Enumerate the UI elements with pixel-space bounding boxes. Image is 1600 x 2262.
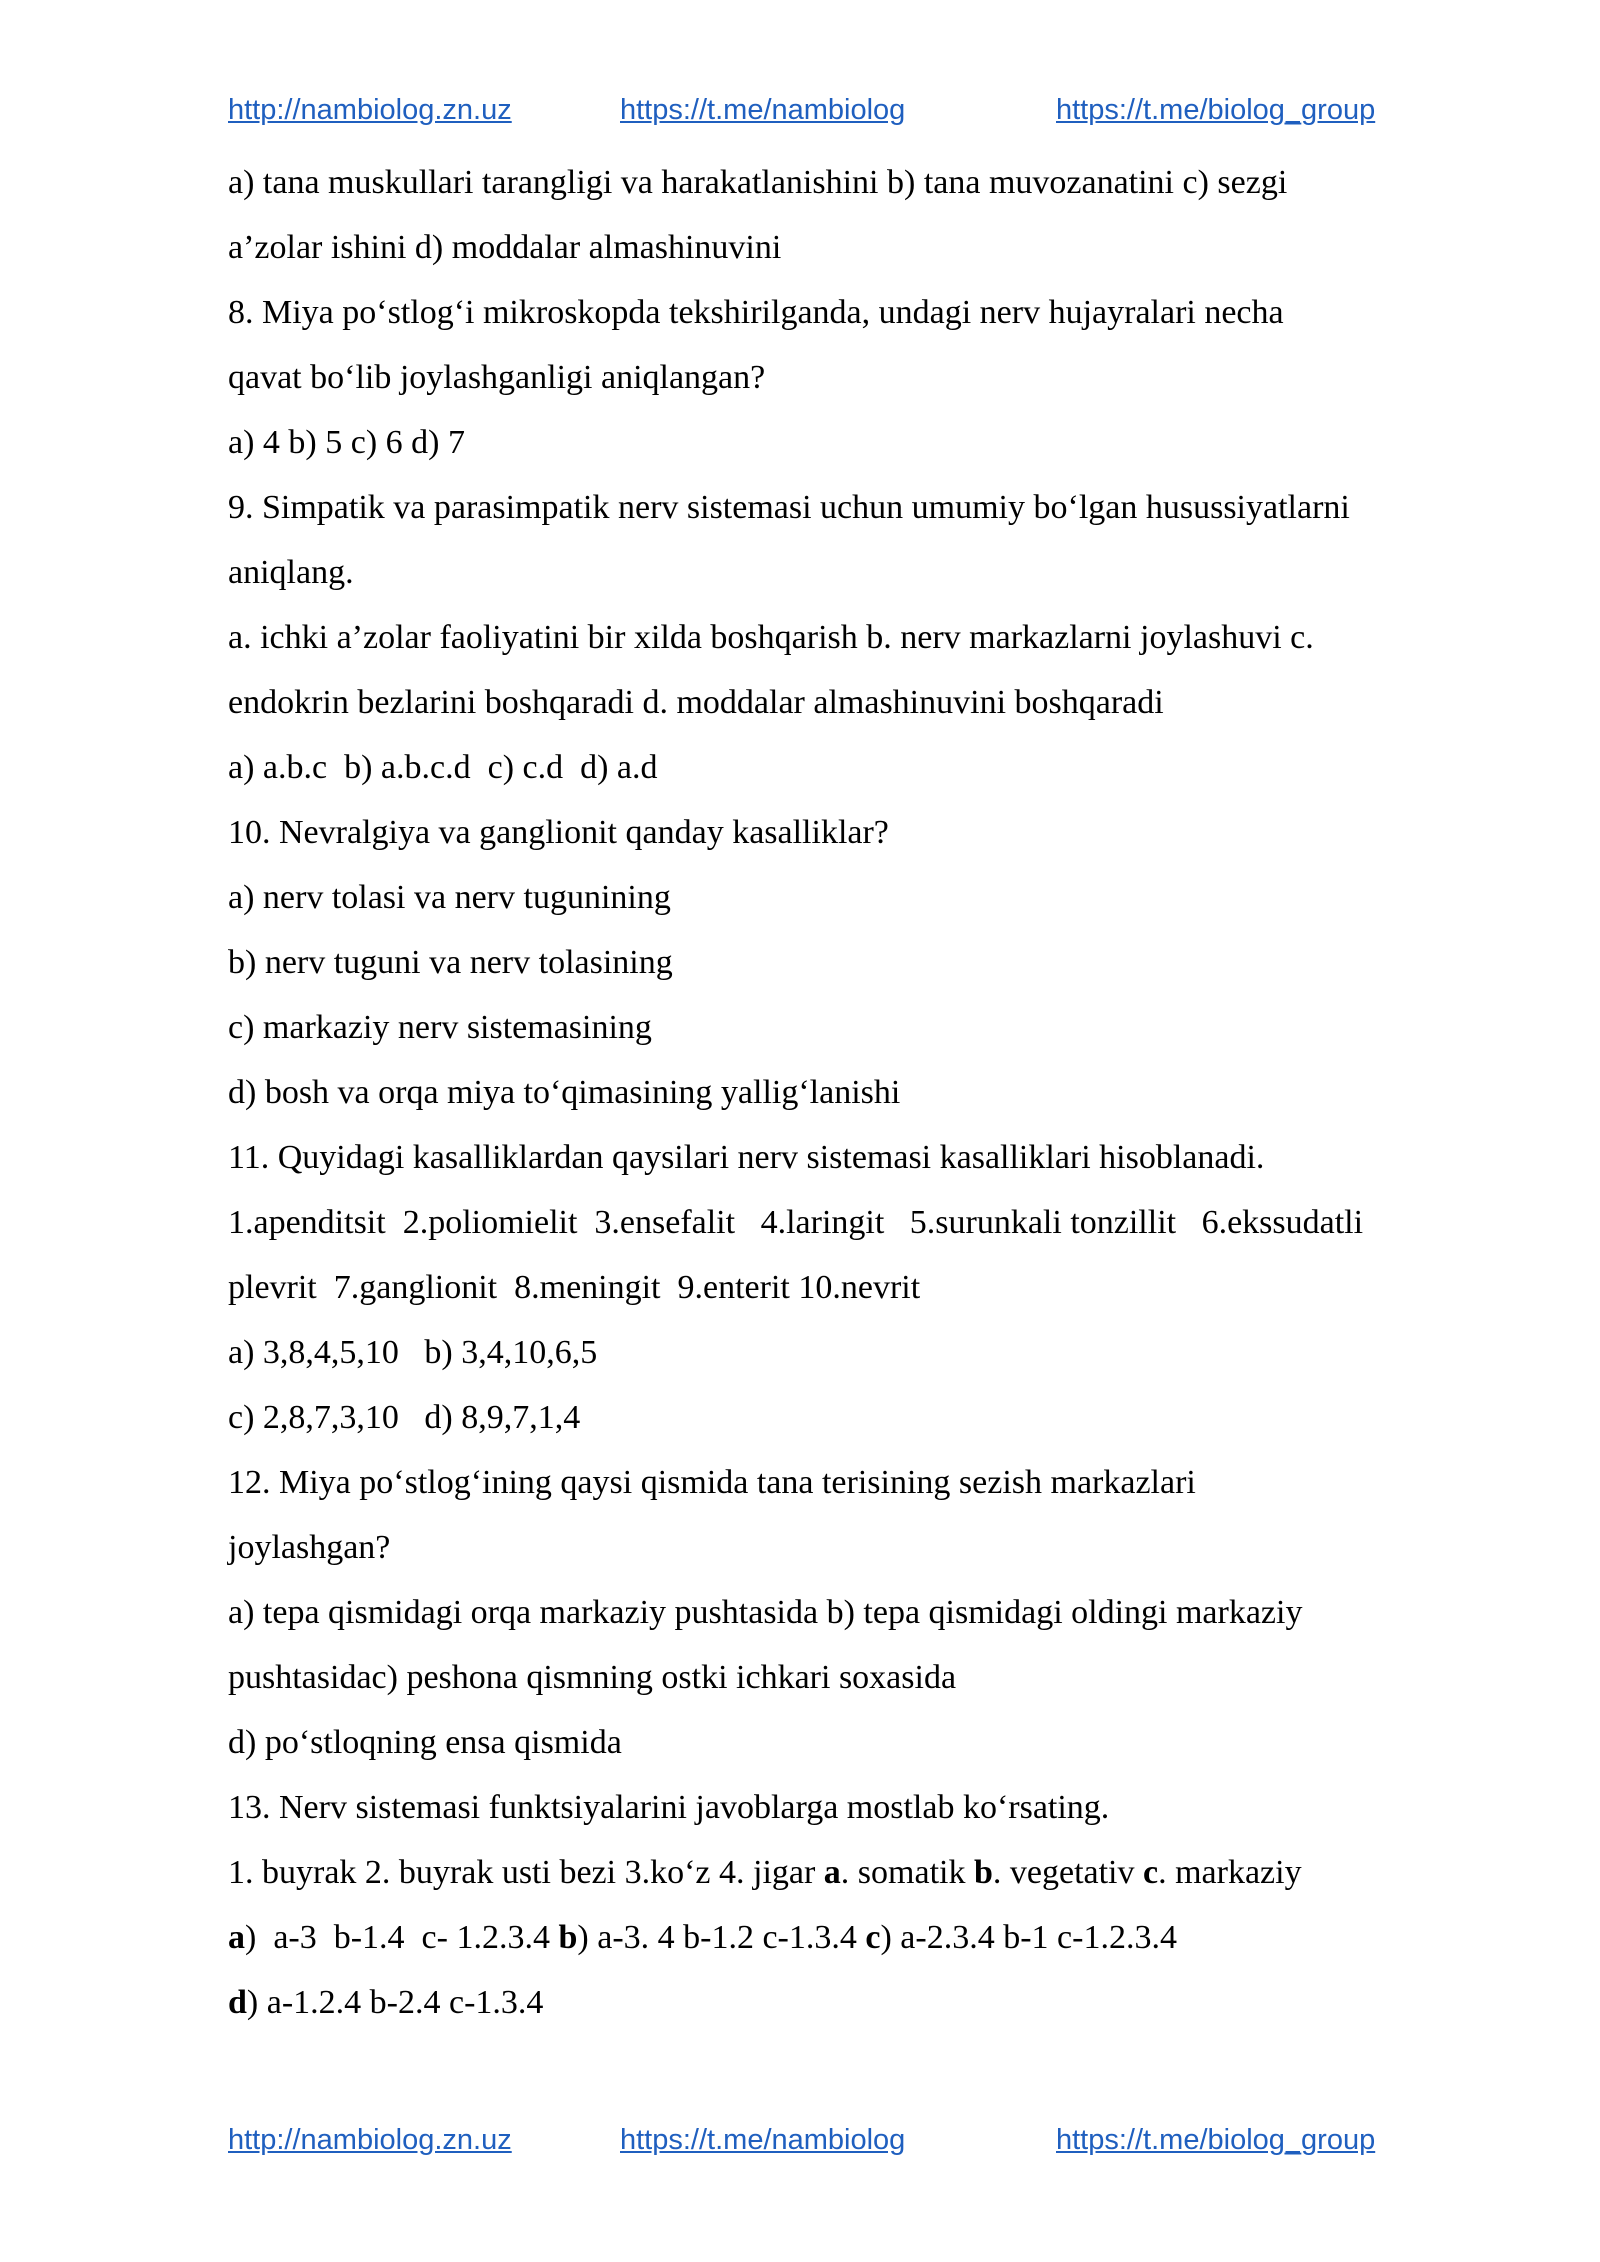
text-span: . markaziy bbox=[1158, 1854, 1302, 1891]
question-13-items bbox=[228, 1840, 1528, 1905]
text-span: ) a-3 b-1.4 c- 1.2.3.4 bbox=[245, 1919, 559, 1956]
text-line: a) tana muskullari tarangligi va harakatlanishini b) tana muvozanatini c) sezgi bbox=[228, 164, 1288, 201]
question-9: 9. Simpatik va parasimpatik nerv sistemasi uchun umumiy bo‘lgan husussiyatlarni bbox=[228, 489, 1350, 526]
text-line: qavat bo‘lib joylashganligi aniqlangan? bbox=[228, 359, 766, 396]
answer-options: a) a.b.c b) a.b.c.d c) c.d d) a.d bbox=[228, 749, 658, 786]
text-line: a. ichki a’zolar faoliyatini bir xilda boshqarish b. nerv markazlarni joylashuvi c. bbox=[228, 619, 1314, 656]
text-line: a’zolar ishini d) moddalar almashinuvini bbox=[228, 229, 782, 266]
answer-option bbox=[228, 1970, 1528, 2035]
footer-links bbox=[228, 2124, 1408, 2164]
text-line: aniqlang. bbox=[228, 554, 354, 591]
text-line: endokrin bezlarini boshqaradi d. moddalar almashinuvini boshqaradi bbox=[228, 684, 1164, 721]
bold-letter: c bbox=[1143, 1854, 1159, 1891]
answer-options: pushtasidac) peshona qismning ostki ichkari soxasida bbox=[228, 1659, 957, 1696]
answer-options: c) 2,8,7,3,10 d) 8,9,7,1,4 bbox=[228, 1399, 581, 1436]
header-link-site[interactable]: http://nambiolog.zn.uz bbox=[228, 94, 512, 126]
text-span: . vegetativ bbox=[992, 1854, 1144, 1891]
question-8: 8. Miya po‘stlog‘i mikroskopda tekshirilganda, undagi nerv hujayralari necha bbox=[228, 294, 1284, 331]
question-13: 13. Nerv sistemasi funktsiyalarini javoblarga mostlab ko‘rsating. bbox=[228, 1789, 1110, 1826]
bold-letter: c bbox=[865, 1919, 881, 1956]
footer-link-site[interactable]: http://nambiolog.zn.uz bbox=[228, 2124, 512, 2156]
text-line: plevrit 7.ganglionit 8.meningit 9.enterit 10.nevrit bbox=[228, 1269, 921, 1306]
answer-options: a) tepa qismidagi orqa markaziy pushtasida b) tepa qismidagi oldingi markaziy bbox=[228, 1594, 1303, 1631]
answer-options: a) 3,8,4,5,10 b) 3,4,10,6,5 bbox=[228, 1334, 598, 1371]
footer-link-telegram-channel[interactable]: https://t.me/nambiolog bbox=[620, 2124, 906, 2156]
bold-letter: b bbox=[558, 1919, 578, 1956]
answer-option: b) nerv tuguni va nerv tolasining bbox=[228, 944, 673, 981]
answer-option: a) nerv tolasi va nerv tugunining bbox=[228, 879, 671, 916]
question-11: 11. Quyidagi kasalliklardan qaysilari nerv sistemasi kasalliklari hisoblanadi. bbox=[228, 1139, 1265, 1176]
bold-letter: a bbox=[823, 1854, 841, 1891]
header-link-telegram-channel[interactable]: https://t.me/nambiolog bbox=[620, 94, 906, 126]
question-12: 12. Miya po‘stlog‘ining qaysi qismida tana terisining sezish markazlari bbox=[228, 1464, 1196, 1501]
header-link-telegram-group[interactable]: https://t.me/biolog_group bbox=[1056, 94, 1376, 126]
bold-letter: a bbox=[228, 1919, 245, 1956]
answer-options bbox=[228, 1905, 1528, 1970]
bold-letter: d bbox=[228, 1984, 247, 2021]
answer-option: d) bosh va orqa miya to‘qimasining yallig‘lanishi bbox=[228, 1074, 901, 1111]
text-span: ) a-2.3.4 b-1 c-1.2.3.4 bbox=[880, 1919, 1177, 1956]
answer-option: c) markaziy nerv sistemasining bbox=[228, 1009, 652, 1046]
footer-link-telegram-group[interactable]: https://t.me/biolog_group bbox=[1056, 2124, 1376, 2156]
text-span: 1. buyrak 2. buyrak usti bezi 3.ko‘z 4. jigar bbox=[228, 1854, 824, 1891]
document-body bbox=[228, 150, 1528, 2035]
text-line: joylashgan? bbox=[228, 1529, 391, 1566]
header-links bbox=[228, 94, 1408, 134]
text-span: ) a-3. 4 b-1.2 c-1.3.4 bbox=[577, 1919, 866, 1956]
text-span: . somatik bbox=[840, 1854, 974, 1891]
answer-options: a) 4 b) 5 c) 6 d) 7 bbox=[228, 424, 465, 461]
text-span: ) a-1.2.4 b-2.4 c-1.3.4 bbox=[246, 1984, 544, 2021]
bold-letter: b bbox=[973, 1854, 993, 1891]
question-10: 10. Nevralgiya va ganglionit qanday kasalliklar? bbox=[228, 814, 889, 851]
text-line: 1.apenditsit 2.poliomielit 3.ensefalit 4.laringit 5.surunkali tonzillit 6.ekssudatli bbox=[228, 1204, 1364, 1241]
answer-option: d) po‘stloqning ensa qismida bbox=[228, 1724, 622, 1761]
